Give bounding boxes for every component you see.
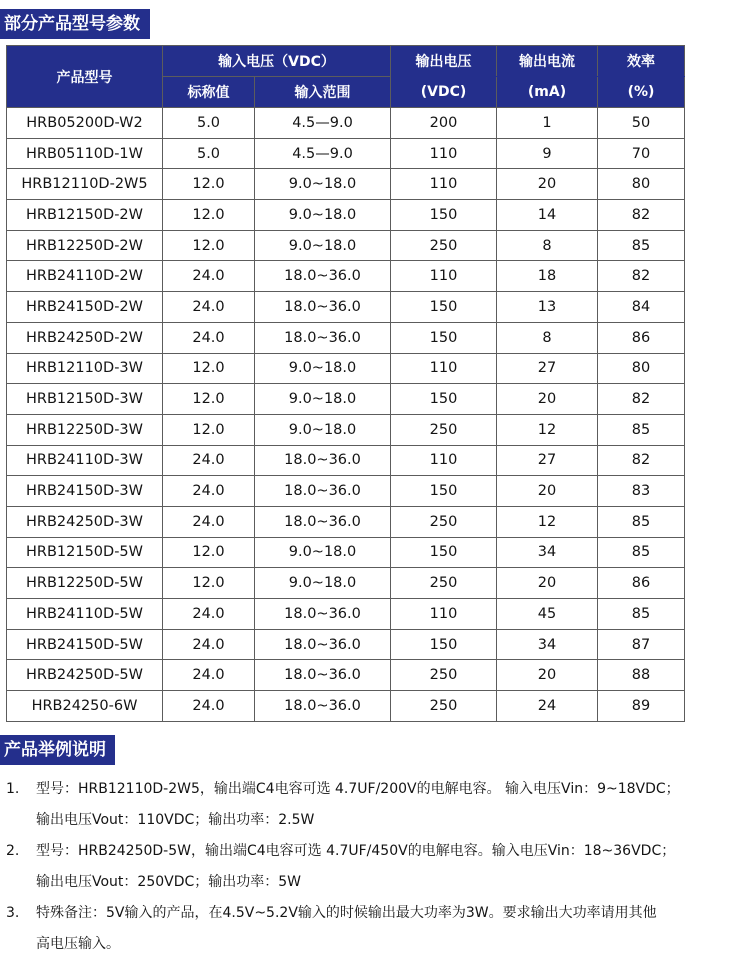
- cell-model: HRB24150D-2W: [7, 292, 163, 323]
- cell-nominal-voltage: 24.0: [163, 506, 255, 537]
- cell-nominal-voltage: 12.0: [163, 230, 255, 261]
- cell-output-current: 20: [497, 568, 598, 599]
- cell-model: HRB24250-6W: [7, 691, 163, 722]
- cell-output-voltage: 250: [391, 660, 497, 691]
- cell-model: HRB24250D-3W: [7, 506, 163, 537]
- cell-output-current: 20: [497, 169, 598, 200]
- table-row: [7, 353, 685, 384]
- cell-efficiency: 85: [598, 230, 685, 261]
- header-output-current-unit: (mA): [497, 77, 598, 108]
- cell-efficiency: 88: [598, 660, 685, 691]
- cell-model: HRB05110D-1W: [7, 138, 163, 169]
- table-row: [7, 414, 685, 445]
- header-input-voltage: 输入电压（VDC）: [163, 46, 391, 77]
- cell-output-voltage: 110: [391, 169, 497, 200]
- note-line: 特殊备注：5V输入的产品，在4.5V~5.2V输入的时候输出最大功率为3W。要求输出大功率请用其他: [36, 905, 657, 921]
- cell-output-current: 24: [497, 691, 598, 722]
- cell-input-range: 18.0~36.0: [255, 322, 391, 353]
- cell-input-range: 18.0~36.0: [255, 261, 391, 292]
- table-row: [7, 476, 685, 507]
- cell-efficiency: 84: [598, 292, 685, 323]
- cell-output-voltage: 150: [391, 384, 497, 415]
- cell-nominal-voltage: 24.0: [163, 660, 255, 691]
- cell-nominal-voltage: 12.0: [163, 384, 255, 415]
- header-input-range: 输入范围: [255, 77, 391, 108]
- cell-output-voltage: 200: [391, 108, 497, 139]
- cell-efficiency: 82: [598, 384, 685, 415]
- cell-input-range: 18.0~36.0: [255, 506, 391, 537]
- cell-efficiency: 85: [598, 414, 685, 445]
- table-row: [7, 445, 685, 476]
- cell-output-current: 20: [497, 476, 598, 507]
- cell-output-voltage: 150: [391, 200, 497, 231]
- cell-model: HRB05200D-W2: [7, 108, 163, 139]
- cell-model: HRB12110D-3W: [7, 353, 163, 384]
- cell-input-range: 9.0~18.0: [255, 200, 391, 231]
- cell-input-range: 18.0~36.0: [255, 599, 391, 630]
- table-row: [7, 537, 685, 568]
- cell-output-current: 45: [497, 599, 598, 630]
- cell-output-current: 12: [497, 414, 598, 445]
- cell-efficiency: 82: [598, 200, 685, 231]
- table-row: [7, 200, 685, 231]
- cell-output-voltage: 250: [391, 568, 497, 599]
- cell-output-voltage: 110: [391, 138, 497, 169]
- table-row: [7, 169, 685, 200]
- cell-output-current: 20: [497, 384, 598, 415]
- table-row: [7, 108, 685, 139]
- example-notes-list: [6, 774, 721, 960]
- cell-output-voltage: 250: [391, 230, 497, 261]
- cell-output-voltage: 250: [391, 414, 497, 445]
- cell-input-range: 9.0~18.0: [255, 230, 391, 261]
- cell-model: HRB12250D-5W: [7, 568, 163, 599]
- header-efficiency-unit: (%): [598, 77, 685, 108]
- table-row: [7, 660, 685, 691]
- cell-output-current: 20: [497, 660, 598, 691]
- cell-output-voltage: 110: [391, 599, 497, 630]
- cell-output-voltage: 250: [391, 506, 497, 537]
- cell-output-current: 14: [497, 200, 598, 231]
- note-item: [6, 774, 721, 836]
- note-number: 3.: [6, 905, 20, 921]
- product-parameter-table: [6, 45, 685, 722]
- cell-efficiency: 86: [598, 568, 685, 599]
- cell-input-range: 9.0~18.0: [255, 414, 391, 445]
- table-row: [7, 292, 685, 323]
- cell-efficiency: 70: [598, 138, 685, 169]
- header-output-current: 输出电流: [497, 46, 598, 77]
- note-item: [6, 898, 721, 960]
- note-line: 输出电压Vout：250VDC；输出功率：5W: [36, 874, 302, 890]
- cell-input-range: 18.0~36.0: [255, 629, 391, 660]
- note-line: 型号：HRB12110D-2W5，输出端C4电容可选 4.7UF/200V的电解电容。 输入电压Vin：9~18VDC；: [36, 781, 680, 797]
- cell-nominal-voltage: 5.0: [163, 108, 255, 139]
- cell-efficiency: 85: [598, 599, 685, 630]
- cell-output-voltage: 110: [391, 445, 497, 476]
- cell-model: HRB12150D-3W: [7, 384, 163, 415]
- cell-model: HRB24150D-3W: [7, 476, 163, 507]
- cell-nominal-voltage: 5.0: [163, 138, 255, 169]
- cell-nominal-voltage: 24.0: [163, 445, 255, 476]
- cell-efficiency: 85: [598, 537, 685, 568]
- cell-output-voltage: 250: [391, 691, 497, 722]
- cell-input-range: 4.5—9.0: [255, 108, 391, 139]
- cell-input-range: 9.0~18.0: [255, 353, 391, 384]
- cell-input-range: 9.0~18.0: [255, 568, 391, 599]
- cell-nominal-voltage: 12.0: [163, 353, 255, 384]
- cell-output-current: 9: [497, 138, 598, 169]
- cell-input-range: 9.0~18.0: [255, 537, 391, 568]
- cell-output-current: 27: [497, 353, 598, 384]
- cell-output-current: 34: [497, 537, 598, 568]
- cell-model: HRB12250D-3W: [7, 414, 163, 445]
- cell-model: HRB24110D-5W: [7, 599, 163, 630]
- cell-nominal-voltage: 12.0: [163, 537, 255, 568]
- header-output-voltage: 输出电压: [391, 46, 497, 77]
- cell-nominal-voltage: 12.0: [163, 169, 255, 200]
- header-output-voltage-unit: (VDC): [391, 77, 497, 108]
- section-title-parameters: 部分产品型号参数: [0, 9, 150, 39]
- cell-model: HRB24150D-5W: [7, 629, 163, 660]
- header-efficiency: 效率: [598, 46, 685, 77]
- cell-input-range: 18.0~36.0: [255, 445, 391, 476]
- cell-output-voltage: 150: [391, 292, 497, 323]
- cell-output-current: 27: [497, 445, 598, 476]
- cell-output-voltage: 110: [391, 353, 497, 384]
- cell-nominal-voltage: 24.0: [163, 629, 255, 660]
- cell-efficiency: 82: [598, 445, 685, 476]
- cell-output-voltage: 150: [391, 629, 497, 660]
- cell-output-voltage: 150: [391, 476, 497, 507]
- cell-efficiency: 85: [598, 506, 685, 537]
- section-title-examples: 产品举例说明: [0, 735, 115, 765]
- note-line: 输出电压Vout：110VDC；输出功率：2.5W: [36, 812, 315, 828]
- cell-output-current: 8: [497, 322, 598, 353]
- cell-output-current: 8: [497, 230, 598, 261]
- cell-output-current: 13: [497, 292, 598, 323]
- header-model: 产品型号: [7, 46, 163, 108]
- cell-nominal-voltage: 12.0: [163, 200, 255, 231]
- cell-model: HRB24110D-3W: [7, 445, 163, 476]
- cell-model: HRB24250D-5W: [7, 660, 163, 691]
- cell-input-range: 9.0~18.0: [255, 169, 391, 200]
- cell-efficiency: 80: [598, 353, 685, 384]
- cell-efficiency: 80: [598, 169, 685, 200]
- table-body: [7, 108, 685, 722]
- cell-output-current: 34: [497, 629, 598, 660]
- cell-nominal-voltage: 24.0: [163, 292, 255, 323]
- cell-output-voltage: 150: [391, 537, 497, 568]
- table-row: [7, 599, 685, 630]
- cell-model: HRB12150D-5W: [7, 537, 163, 568]
- cell-nominal-voltage: 24.0: [163, 599, 255, 630]
- note-number: 2.: [6, 843, 20, 859]
- cell-model: HRB12250D-2W: [7, 230, 163, 261]
- cell-nominal-voltage: 12.0: [163, 414, 255, 445]
- cell-input-range: 18.0~36.0: [255, 660, 391, 691]
- note-line: 高电压输入。: [36, 936, 120, 952]
- note-line: 型号：HRB24250D-5W，输出端C4电容可选 4.7UF/450V的电解电容。输入电压Vin：18~36VDC；: [36, 843, 676, 859]
- cell-output-current: 18: [497, 261, 598, 292]
- table-row: [7, 322, 685, 353]
- table-row: [7, 230, 685, 261]
- table-row: [7, 691, 685, 722]
- cell-efficiency: 89: [598, 691, 685, 722]
- cell-output-current: 12: [497, 506, 598, 537]
- cell-model: HRB12150D-2W: [7, 200, 163, 231]
- cell-output-voltage: 150: [391, 322, 497, 353]
- cell-efficiency: 82: [598, 261, 685, 292]
- cell-efficiency: 83: [598, 476, 685, 507]
- cell-model: HRB12110D-2W5: [7, 169, 163, 200]
- cell-efficiency: 50: [598, 108, 685, 139]
- note-number: 1.: [6, 781, 20, 797]
- table-row: [7, 629, 685, 660]
- header-nominal: 标称值: [163, 77, 255, 108]
- cell-nominal-voltage: 24.0: [163, 261, 255, 292]
- cell-input-range: 18.0~36.0: [255, 292, 391, 323]
- cell-nominal-voltage: 24.0: [163, 691, 255, 722]
- cell-input-range: 18.0~36.0: [255, 476, 391, 507]
- cell-input-range: 9.0~18.0: [255, 384, 391, 415]
- cell-efficiency: 87: [598, 629, 685, 660]
- cell-output-current: 1: [497, 108, 598, 139]
- table-row: [7, 138, 685, 169]
- cell-nominal-voltage: 24.0: [163, 476, 255, 507]
- cell-model: HRB24110D-2W: [7, 261, 163, 292]
- table-row: [7, 568, 685, 599]
- table-row: [7, 384, 685, 415]
- cell-efficiency: 86: [598, 322, 685, 353]
- cell-input-range: 4.5—9.0: [255, 138, 391, 169]
- table-row: [7, 506, 685, 537]
- cell-nominal-voltage: 12.0: [163, 568, 255, 599]
- cell-model: HRB24250D-2W: [7, 322, 163, 353]
- cell-input-range: 18.0~36.0: [255, 691, 391, 722]
- note-item: [6, 836, 721, 898]
- table-row: [7, 261, 685, 292]
- cell-nominal-voltage: 24.0: [163, 322, 255, 353]
- cell-output-voltage: 110: [391, 261, 497, 292]
